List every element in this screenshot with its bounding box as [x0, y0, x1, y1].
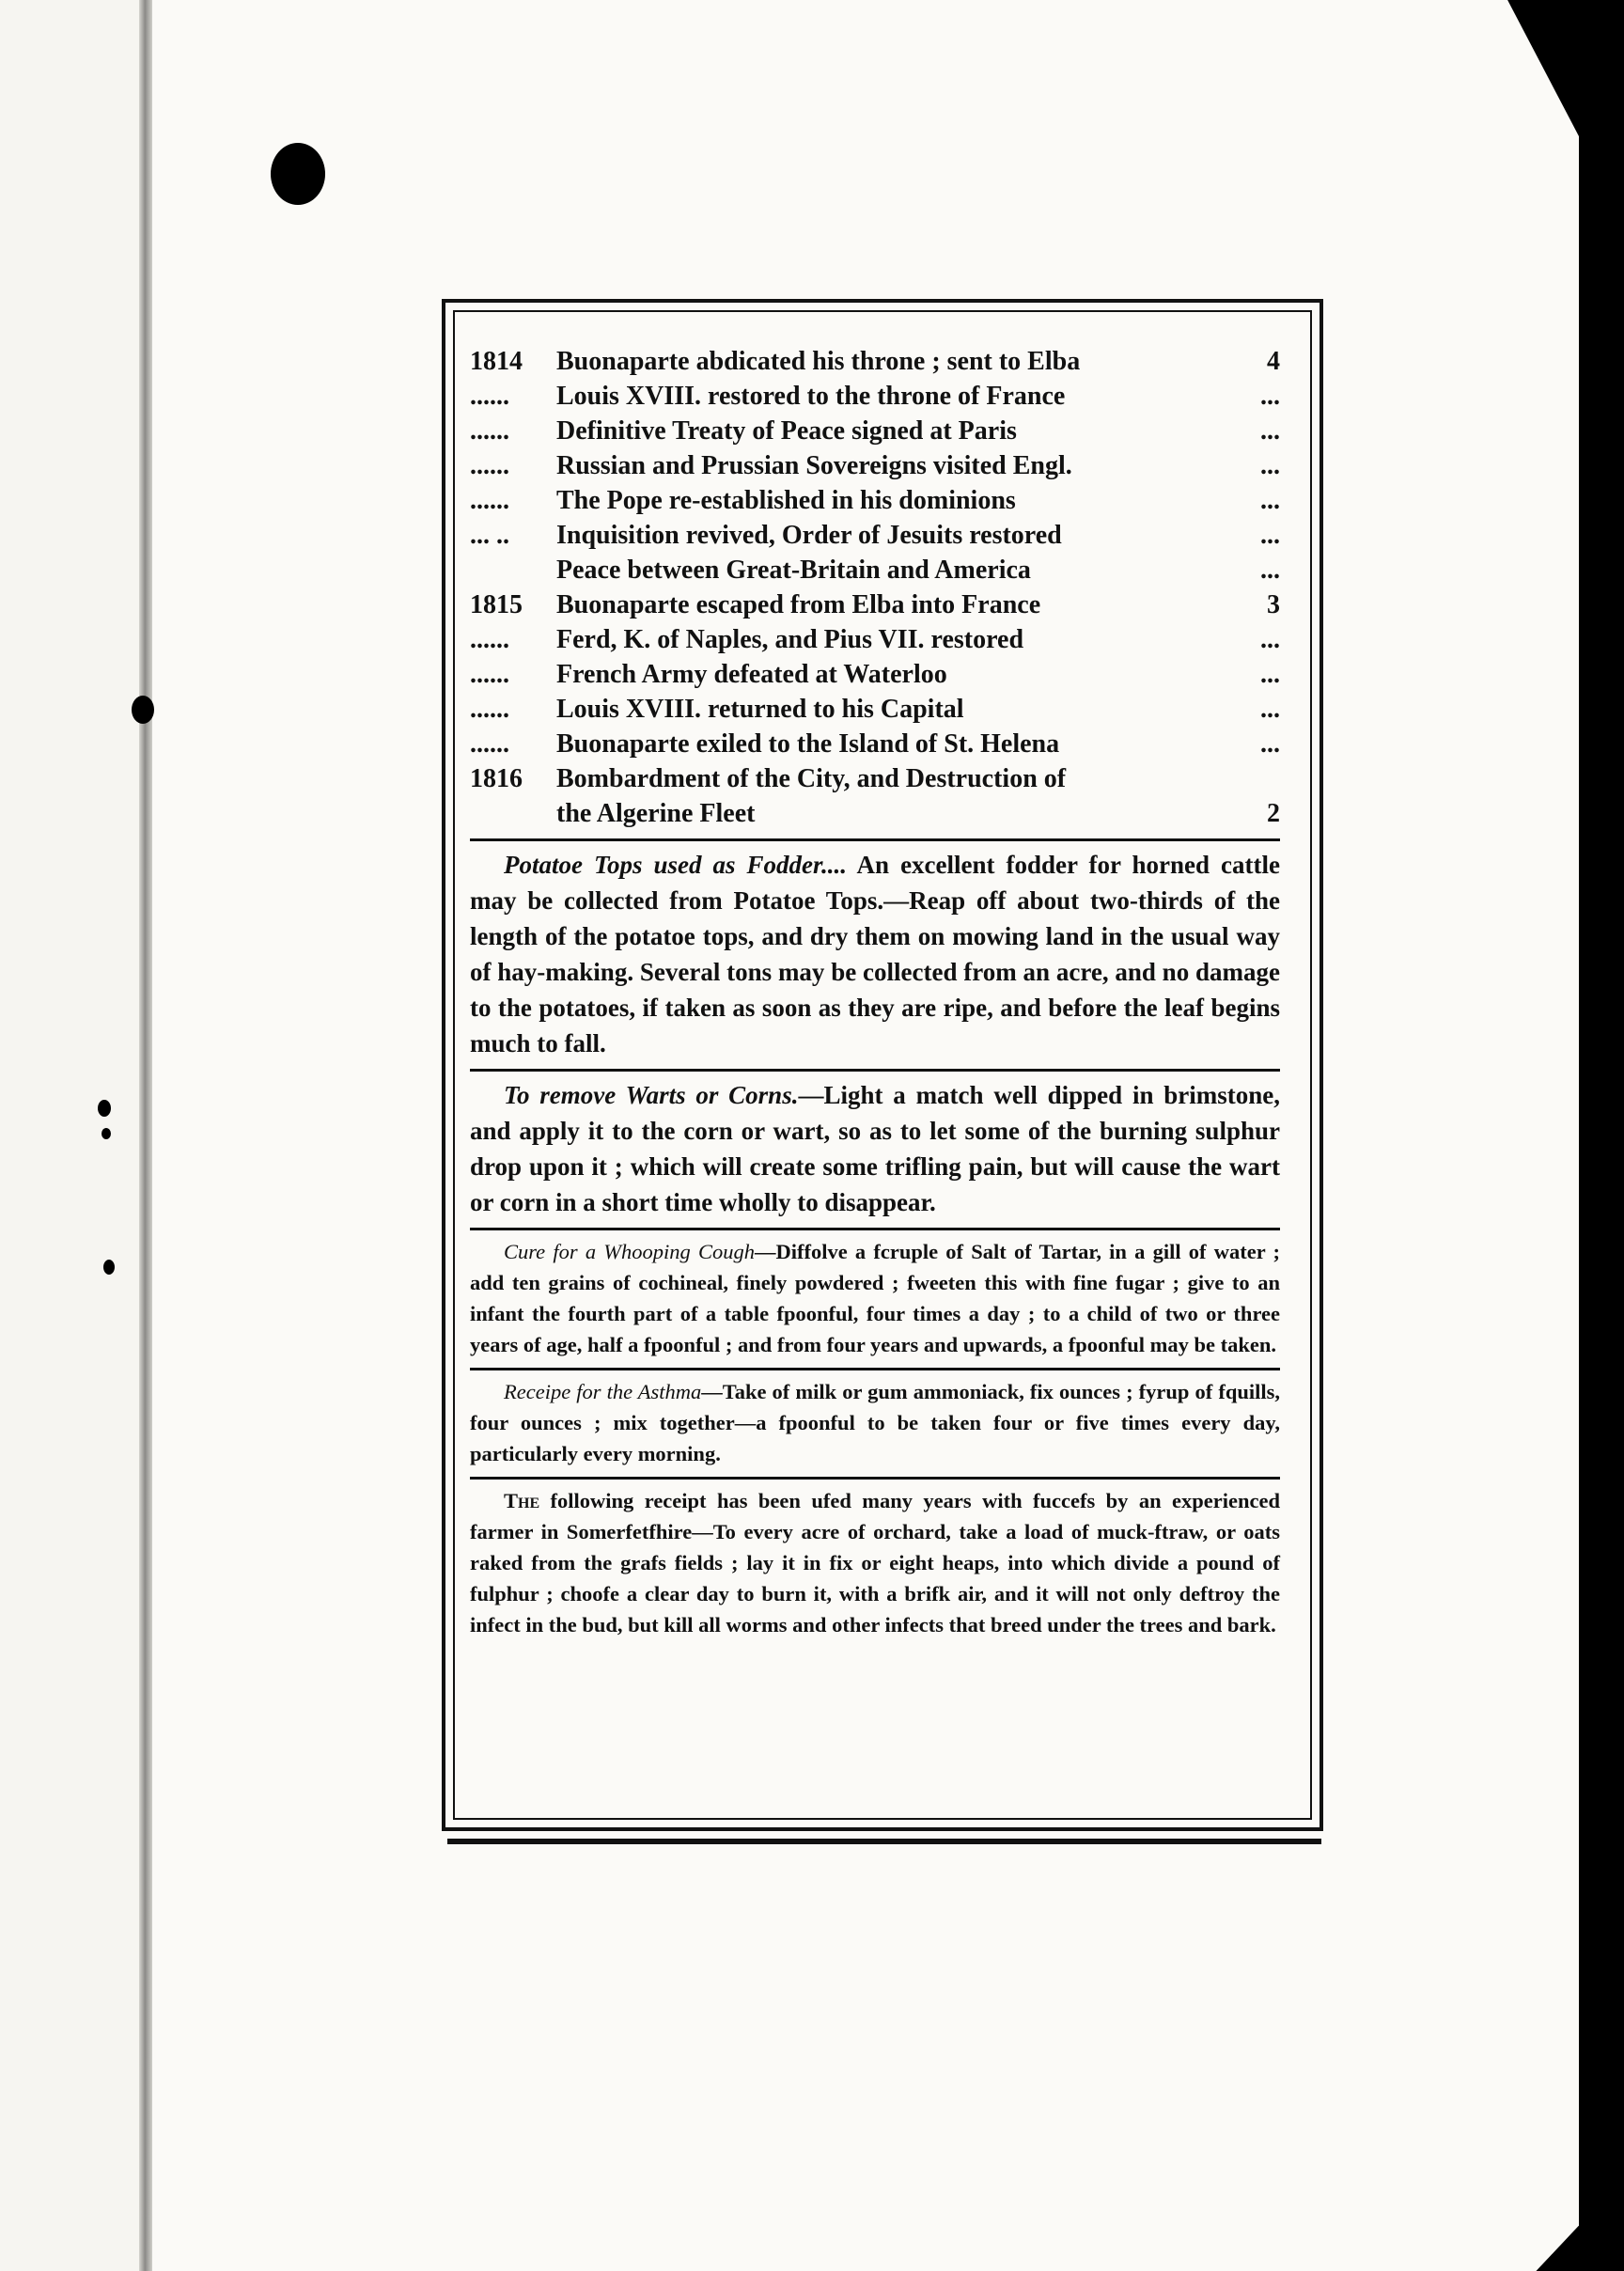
article-whooping-cough [470, 1236, 1280, 1360]
frame-base-rule [447, 1839, 1321, 1844]
chronology-row [470, 553, 1280, 587]
chronology-event: Buonaparte abdicated his throne ; sent to Elba [556, 347, 1081, 376]
chronology-row [470, 587, 1280, 622]
chronology-event: Russian and Prussian Sovereigns visited Engl. [556, 451, 1072, 480]
article-warts-corns [470, 1077, 1280, 1220]
left-page [0, 0, 150, 2271]
chronology-event: Bombardment of the City, and Destruction of [556, 764, 1067, 793]
chronology-row [470, 414, 1280, 448]
chronology-year: ...... [470, 451, 509, 480]
chronology-mark: ... [1260, 556, 1280, 585]
chronology-mark: ... [1260, 486, 1280, 515]
chronology-row [470, 692, 1280, 727]
chronology-row [470, 727, 1280, 761]
chronology-event: Definitive Treaty of Peace signed at Paris [556, 416, 1017, 446]
ink-spot [102, 1128, 111, 1139]
article-orchard-receipt [470, 1485, 1280, 1640]
page-edge-shading [1618, 1316, 1624, 2271]
chronology-event: French Army defeated at Waterloo [556, 660, 947, 689]
section-rule [470, 1477, 1280, 1480]
chronology-year: ...... [470, 625, 509, 654]
chronology-mark: ... [1260, 382, 1280, 411]
chronology-mark: 2 [1267, 799, 1280, 828]
chronology-year: 1816 [470, 764, 523, 793]
chronology-table [470, 344, 1280, 831]
article-title: Receipe for the Asthma [504, 1380, 702, 1403]
chronology-event: Ferd, K. of Naples, and Pius VII. restored [556, 625, 1024, 654]
chronology-event: Buonaparte escaped from Elba into France [556, 590, 1041, 619]
chronology-mark: ... [1260, 521, 1280, 550]
chronology-mark: ... [1260, 625, 1280, 654]
chronology-event: Buonaparte exiled to the Island of St. Helena [556, 729, 1060, 759]
article-potatoe-tops [470, 847, 1280, 1061]
chronology-year: ...... [470, 729, 509, 759]
article-asthma [470, 1376, 1280, 1469]
chronology-year: 1815 [470, 590, 523, 619]
article-body: following receipt has been ufed many years with fuccefs by an experienced farmer in Somerfetfhire—To every acre of orchard, take a load of muck-ftraw, or oats raked from the grafs fields ; lay it in fix or eight heaps, into which divide a pound of fulphur ; choofe a clear day to burn it, with a brifk air, and it will not only deftroy the infect in the bud, but kill all worms and other infects that breed under the trees and bark. [470, 1489, 1280, 1637]
chronology-row [470, 448, 1280, 483]
chronology-year: 1814 [470, 347, 523, 376]
chronology-row [470, 657, 1280, 692]
article-body: —Take of milk or gum ammoniack, fix ounces ; fyrup of fquills, four ounces ; mix together—a fpoonful to be taken four or five times every day, particularly every morning. [470, 1380, 1280, 1465]
chronology-event: Louis XVIII. returned to his Capital [556, 695, 964, 724]
chronology-mark: ... [1260, 729, 1280, 759]
article-title: Potatoe Tops used as Fodder.... [504, 851, 848, 879]
chronology-year: ...... [470, 486, 509, 515]
chronology-row [470, 761, 1280, 796]
chronology-event: Inquisition revived, Order of Jesuits restored [556, 521, 1062, 550]
article-title: Cure for a Whooping Cough [504, 1240, 755, 1263]
chronology-year: ...... [470, 695, 509, 724]
chronology-row [470, 622, 1280, 657]
section-rule [470, 838, 1280, 841]
article-body: —Light a match well dipped in brimstone, and apply it to the corn or wart, so as to let some of the burning sulphur drop upon it ; which will create some trifling pain, but will cause the wart or corn in a short time wholly to disappear. [470, 1081, 1280, 1216]
chronology-year: ...... [470, 382, 509, 411]
book-gutter [139, 0, 152, 2271]
chronology-row-continuation [470, 796, 1280, 831]
chronology-event: Louis XVIII. restored to the throne of France [556, 382, 1066, 411]
ink-spot [98, 1100, 111, 1117]
ink-spot [132, 696, 154, 724]
binding-hole [271, 143, 325, 205]
section-rule [470, 1228, 1280, 1230]
chronology-year: ...... [470, 416, 509, 446]
chronology-event: The Pope re-established in his dominions [556, 486, 1016, 515]
chronology-mark: 4 [1267, 347, 1280, 376]
chronology-event: the Algerine Fleet [556, 799, 756, 828]
frame-content [470, 344, 1280, 1640]
chronology-mark: ... [1260, 416, 1280, 446]
ink-spot [103, 1260, 115, 1275]
chronology-mark: ... [1260, 660, 1280, 689]
printed-frame [442, 299, 1323, 1831]
chronology-event: Peace between Great-Britain and America [556, 556, 1031, 585]
chronology-mark: ... [1260, 451, 1280, 480]
chronology-row [470, 483, 1280, 518]
chronology-year: ... .. [470, 521, 509, 550]
section-rule [470, 1069, 1280, 1072]
article-body: —Diffolve a fcruple of Salt of Tartar, in a gill of water ; add ten grains of cochineal, finely powdered ; fweeten this with fine fugar ; give to an infant the fourth part of a table fpoonful, four times a day ; to a child of two or three years of age, half a fpoonful ; and from four years and upwards, a fpoonful may be taken. [470, 1240, 1280, 1356]
article-title: To remove Warts or Corns. [504, 1081, 799, 1109]
chronology-year: ...... [470, 660, 509, 689]
article-lead-word: The [504, 1489, 540, 1512]
article-body: An excellent fodder for horned cattle may be collected from Potatoe Tops.—Reap off about two-thirds of the length of the potatoe tops, and dry them on mowing land in the usual way of hay-making. Several tons may be collected from an acre, and no damage to the potatoes, if taken as soon as they are ripe, and before the leaf begins much to fall. [470, 851, 1280, 1057]
chronology-row [470, 379, 1280, 414]
chronology-mark: 3 [1267, 590, 1280, 619]
section-rule [470, 1368, 1280, 1370]
chronology-row [470, 518, 1280, 553]
chronology-mark: ... [1260, 695, 1280, 724]
chronology-row [470, 344, 1280, 379]
